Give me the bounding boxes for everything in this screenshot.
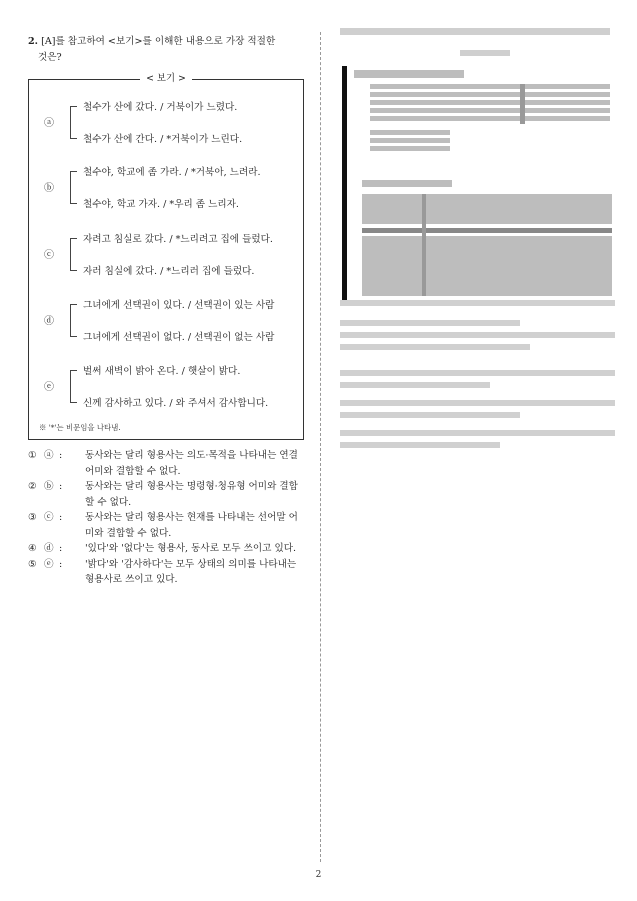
blurred-right-column [340,24,617,468]
choice-number: ③ [28,512,37,523]
item-sentence-1: 철수가 산에 갔다. / 거북이가 느렸다. [83,102,238,113]
brace-icon [70,171,77,204]
choice-label: ⓑ [44,481,54,492]
choice-text: 동사와는 달리 형용사는 의도·목적을 나타내는 연결 어미와 결합할 수 없다. [85,450,298,477]
brace-icon [70,106,77,139]
brace-icon [70,238,77,271]
item-sentence-1: 자려고 침실로 갔다. / *느리려고 집에 들렀다. [83,234,273,245]
question-stem [28,34,306,65]
choice-4[interactable]: ④ ⓓ : '있다'와 '없다'는 형용사, 동사로 모두 쓰이고 있다. [28,541,306,557]
bogi-title: < 보기 > [140,73,192,84]
item-mark: ⓐ [44,118,54,129]
question-number: 2. [28,36,39,47]
choice-text: 동사와는 달리 형용사는 현재를 나타내는 선어말 어미와 결합할 수 없다. [85,512,298,539]
item-sentence-2: 철수가 산에 간다. / *거북이가 느린다. [83,134,243,145]
column-divider [320,32,321,862]
choice-text: '있다'와 '없다'는 형용사, 동사로 모두 쓰이고 있다. [85,543,297,554]
bogi-item-e [43,364,299,412]
choice-text: 동사와는 달리 형용사는 명령형·청유형 어미와 결합할 수 없다. [85,481,298,508]
choice-text: '밝다'와 '감사하다'는 모두 상태의 의미를 나타내는 형용사로 쓰이고 있다. [85,558,297,585]
choice-number: ⑤ [28,558,37,570]
bogi-item-c [43,232,299,280]
choice-2[interactable]: ② ⓑ : 동사와는 달리 형용사는 명령형·청유형 어미와 결합할 수 없다. [28,481,298,508]
item-sentence-1: 벌써 새벽이 밝아 온다. / 햇살이 밝다. [83,366,241,377]
choice-label: ⓒ [44,512,54,523]
bogi-item-d [43,298,299,346]
question-column [28,34,306,588]
choice-number: ④ [28,543,37,554]
bogi-item-a [43,100,299,148]
item-mark: ⓒ [44,250,54,261]
bogi-box [28,73,304,440]
choice-3[interactable]: ③ ⓒ : 동사와는 달리 형용사는 현재를 나타내는 선어말 어미와 결합할 수 없다. [28,512,298,539]
answer-choices [28,448,306,588]
choice-number: ① [28,450,37,461]
choice-5[interactable]: ⑤ ⓔ : '밝다'와 '감사하다'는 모두 상태의 의미를 나타내는 형용사로 쓰이고 있다. [28,558,297,585]
blurred-content-graphic [340,24,617,464]
item-sentence-2: 자러 침실에 갔다. / *느리러 집에 들렀다. [83,266,255,277]
bogi-item-b [43,165,299,213]
choice-label: ⓓ [44,543,54,554]
item-sentence-1: 그녀에게 선택권이 있다. / 선택권이 있는 사람 [83,300,275,311]
choice-1[interactable]: ① ⓐ : 동사와는 달리 형용사는 의도·목적을 나타내는 연결 어미와 결합할 수 없다. [28,450,298,477]
choice-label: ⓔ [44,558,54,570]
item-sentence-1: 철수야, 학교에 좀 가라. / *거북아, 느려라. [83,167,261,178]
brace-icon [70,370,77,403]
item-mark: ⓔ [44,382,54,393]
brace-icon [70,304,77,337]
item-sentence-2: 그녀에게 선택권이 없다. / 선택권이 없는 사람 [83,332,275,343]
bogi-note: ※ '*'는 비문임을 나타냄. [39,423,121,432]
choice-label: ⓐ [44,450,54,461]
item-sentence-2: 신께 감사하고 있다. / 와 주셔서 감사합니다. [83,398,269,409]
question-text-line2: 것은? [38,51,62,63]
page-number: 2 [315,870,322,880]
item-mark: ⓓ [44,316,54,327]
choice-number: ② [28,481,37,492]
question-text-line1: [A]를 참고하여 <보기>를 이해한 내용으로 가장 적절한 [41,36,276,47]
item-sentence-2: 철수야, 학교 가자. / *우리 좀 느리자. [83,199,239,210]
item-mark: ⓑ [44,183,54,194]
